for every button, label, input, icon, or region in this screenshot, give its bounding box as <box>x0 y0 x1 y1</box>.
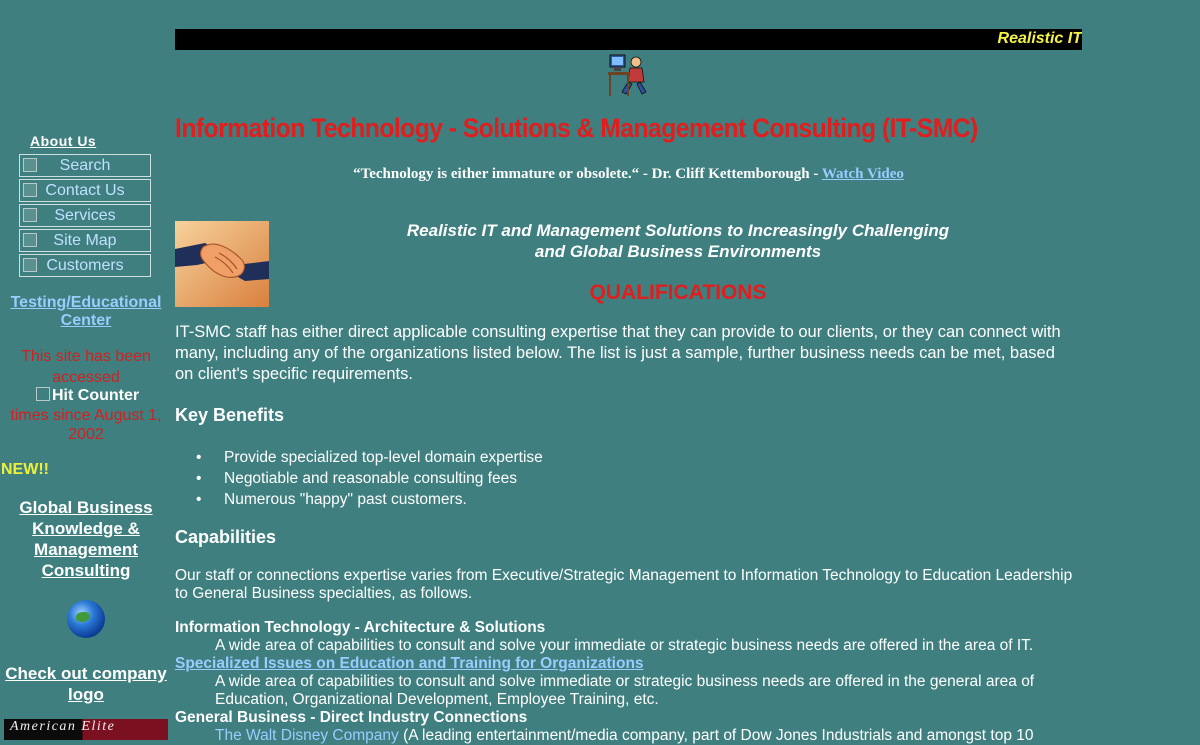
nav-button-search[interactable] <box>19 154 151 177</box>
list-item: • Provide specialized top-level domain expertise <box>196 447 543 468</box>
nav-label: Services <box>54 207 116 224</box>
walt-disney-link[interactable]: The Walt Disney Company <box>215 727 399 744</box>
nav-button-customers[interactable] <box>19 254 151 277</box>
testing-educational-center-link[interactable]: Testing/Educational Center <box>10 294 162 329</box>
nav-label: Contact Us <box>45 182 125 199</box>
qualifications-heading: QUALIFICATIONS <box>589 281 767 304</box>
tagline-line-1: Realistic IT and Management Solutions to Increasingly Challenging <box>406 221 950 240</box>
disney-entry <box>215 727 1075 745</box>
left-sidebar <box>0 0 172 740</box>
logo-text: American Elite <box>10 719 116 734</box>
quote-line <box>175 166 1082 183</box>
education-description: A wide area of capabilities to consult and solve immediate or strategic business needs are offered in the general area of Education, Organizational Development, Employee Training, etc. <box>215 673 1035 708</box>
general-business-heading: General Business - Direct Industry Connections <box>175 709 528 726</box>
watch-video-link[interactable]: Watch Video <box>821 166 904 182</box>
marquee-text: Realistic IT <box>997 30 1082 47</box>
hit-counter-prefix: This site has been accessed <box>21 348 151 386</box>
scrolling-marquee <box>175 29 1082 50</box>
it-description: A wide area of capabilities to consult and solve your immediate or strategic business needs are offered in the area of IT. <box>215 637 1034 654</box>
nav-label: Customers <box>46 257 124 274</box>
hit-counter-alt: Hit Counter <box>52 387 140 404</box>
quote-text: “Technology is either immature or obsolete.“ - Dr. Cliff Kettemborough - <box>353 166 822 182</box>
broken-image-icon <box>23 258 37 272</box>
nav-label: Site Map <box>53 232 117 249</box>
broken-image-icon <box>23 158 37 172</box>
global-business-link[interactable]: Global Business Knowledge & Management Consulting <box>19 498 153 580</box>
disney-description: (A leading entertainment/media company, part of Dow Jones Industrials and amongst top 10 <box>398 727 1034 744</box>
education-training-link[interactable]: Specialized Issues on Education and Training for Organizations <box>175 655 644 672</box>
key-benefits-heading: Key Benefits <box>175 405 285 425</box>
tagline-line-2: and Global Business Environments <box>534 242 822 261</box>
capabilities-intro: Our staff or connections expertise varies from Executive/Strategic Management to Information Technology to Education Leadership to General Business specialties, as follows. <box>175 567 1073 602</box>
nav-button-contact-us[interactable] <box>19 179 151 202</box>
new-badge: NEW!! <box>1 461 49 478</box>
intro-paragraph: IT-SMC staff has either direct applicable consulting expertise that they can provide to our clients, or they can connect with many, including any of the organizations listed below. The list is just a sample, further business needs can be met, based on client's specific requirements. <box>175 323 1061 383</box>
list-item: • Negotiable and reasonable consulting fees <box>196 468 543 489</box>
hit-counter-suffix: times since August 1, 2002 <box>10 407 162 443</box>
hit-counter-image <box>36 387 139 405</box>
handshake-image <box>175 221 269 307</box>
broken-image-icon <box>23 183 37 197</box>
company-logo-link[interactable]: Check out company logo <box>5 664 167 704</box>
benefits-list <box>196 447 543 510</box>
it-heading: Information Technology - Architecture & Solutions <box>175 619 546 636</box>
broken-image-icon <box>23 208 37 222</box>
company-logo-image[interactable] <box>4 719 168 740</box>
list-item: • Numerous "happy" past customers. <box>196 489 543 510</box>
computer-user-clipart-icon <box>606 52 652 98</box>
nav-button-services[interactable] <box>19 204 151 227</box>
site-title: Information Technology - Solutions & Management Consulting (IT-SMC) <box>175 113 978 143</box>
broken-image-icon <box>23 233 37 247</box>
capabilities-heading: Capabilities <box>175 527 277 547</box>
nav-button-site-map[interactable] <box>19 229 151 252</box>
nav-label: Search <box>59 157 111 174</box>
globe-icon <box>67 600 105 638</box>
broken-image-icon <box>36 387 50 401</box>
tagline <box>300 220 1056 262</box>
about-us-link[interactable]: About Us <box>30 133 97 149</box>
